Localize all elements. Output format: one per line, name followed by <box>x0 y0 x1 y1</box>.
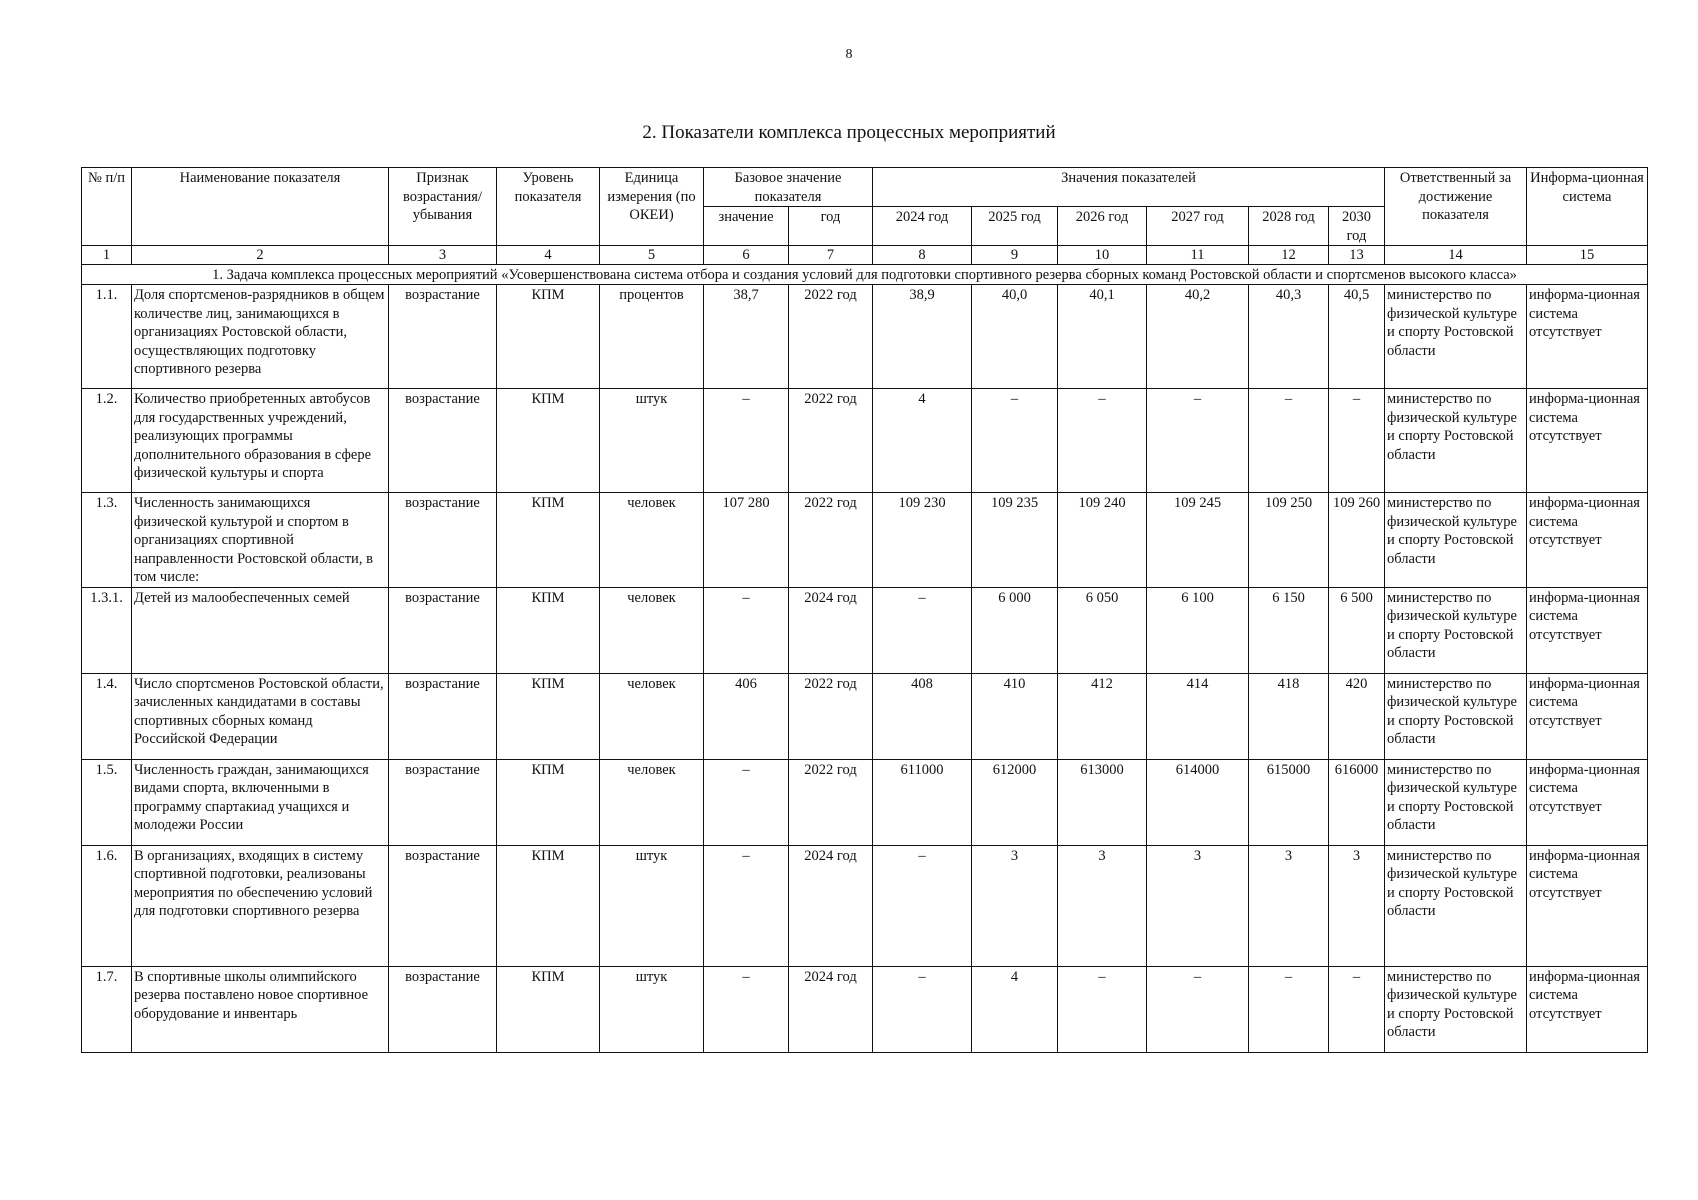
task-row <box>82 265 1648 285</box>
growth-sign: возрастание <box>389 966 497 1052</box>
info-system: информа-ционная система отсутствует <box>1527 389 1648 493</box>
base-value: 38,7 <box>704 285 789 389</box>
info-system: информа-ционная система отсутствует <box>1527 673 1648 759</box>
value-2026: 613000 <box>1058 759 1147 845</box>
column-number: 5 <box>600 246 704 265</box>
row-number: 1.3. <box>82 493 132 588</box>
header-year-2025: 2025 год <box>972 207 1058 246</box>
value-2025: 6 000 <box>972 587 1058 673</box>
value-2030: 420 <box>1329 673 1385 759</box>
column-number: 9 <box>972 246 1058 265</box>
header-year-2026: 2026 год <box>1058 207 1147 246</box>
header-values: Значения показателей <box>873 168 1385 207</box>
column-numbers-row <box>82 246 1648 265</box>
header-year-2024: 2024 год <box>873 207 972 246</box>
table-row <box>82 966 1648 1052</box>
column-number: 13 <box>1329 246 1385 265</box>
base-year: 2022 год <box>789 673 873 759</box>
header-unit: Единица измерения (по ОКЕИ) <box>600 168 704 246</box>
table-row <box>82 673 1648 759</box>
value-2028: – <box>1249 389 1329 493</box>
value-2027: 3 <box>1147 845 1249 966</box>
value-2027: 109 245 <box>1147 493 1249 588</box>
value-2024: 611000 <box>873 759 972 845</box>
table-row <box>82 285 1648 389</box>
growth-sign: возрастание <box>389 587 497 673</box>
info-system: информа-ционная система отсутствует <box>1527 285 1648 389</box>
table-row <box>82 493 1648 588</box>
row-number: 1.4. <box>82 673 132 759</box>
value-2030: – <box>1329 966 1385 1052</box>
growth-sign: возрастание <box>389 285 497 389</box>
unit-of-measure: штук <box>600 389 704 493</box>
table-row <box>82 587 1648 673</box>
value-2030: – <box>1329 389 1385 493</box>
responsible-body: министерство по физической культуре и спорту Ростовской области <box>1385 673 1527 759</box>
value-2025: – <box>972 389 1058 493</box>
value-2024: 4 <box>873 389 972 493</box>
header-year-2028: 2028 год <box>1249 207 1329 246</box>
value-2024: 109 230 <box>873 493 972 588</box>
indicators-table <box>81 167 1648 1053</box>
value-2024: 38,9 <box>873 285 972 389</box>
row-number: 1.6. <box>82 845 132 966</box>
column-number: 3 <box>389 246 497 265</box>
page-number: 8 <box>845 47 853 62</box>
value-2026: – <box>1058 389 1147 493</box>
indicator-level: КПМ <box>497 966 600 1052</box>
base-value: – <box>704 587 789 673</box>
value-2028: 40,3 <box>1249 285 1329 389</box>
value-2025: 40,0 <box>972 285 1058 389</box>
growth-sign: возрастание <box>389 845 497 966</box>
unit-of-measure: человек <box>600 759 704 845</box>
value-2026: 412 <box>1058 673 1147 759</box>
value-2028: 6 150 <box>1249 587 1329 673</box>
value-2026: 3 <box>1058 845 1147 966</box>
table-row <box>82 845 1648 966</box>
value-2024: – <box>873 845 972 966</box>
info-system: информа-ционная система отсутствует <box>1527 966 1648 1052</box>
value-2028: 3 <box>1249 845 1329 966</box>
growth-sign: возрастание <box>389 493 497 588</box>
row-number: 1.7. <box>82 966 132 1052</box>
base-year: 2022 год <box>789 493 873 588</box>
base-value: 406 <box>704 673 789 759</box>
value-2024: – <box>873 587 972 673</box>
info-system: информа-ционная система отсутствует <box>1527 845 1648 966</box>
growth-sign: возрастание <box>389 759 497 845</box>
base-value: – <box>704 845 789 966</box>
header-row <box>82 168 1648 207</box>
header-num: № п/п <box>82 168 132 246</box>
base-year: 2024 год <box>789 587 873 673</box>
unit-of-measure: человек <box>600 587 704 673</box>
info-system: информа-ционная система отсутствует <box>1527 493 1648 588</box>
responsible-body: министерство по физической культуре и спорту Ростовской области <box>1385 966 1527 1052</box>
base-value: 107 280 <box>704 493 789 588</box>
value-2026: 40,1 <box>1058 285 1147 389</box>
header-name: Наименование показателя <box>132 168 389 246</box>
value-2030: 109 260 <box>1329 493 1385 588</box>
value-2025: 612000 <box>972 759 1058 845</box>
value-2028: 418 <box>1249 673 1329 759</box>
base-value: – <box>704 759 789 845</box>
indicator-level: КПМ <box>497 845 600 966</box>
value-2024: – <box>873 966 972 1052</box>
row-number: 1.2. <box>82 389 132 493</box>
column-number: 12 <box>1249 246 1329 265</box>
base-value: – <box>704 389 789 493</box>
header-base-value: значение <box>704 207 789 246</box>
value-2027: 414 <box>1147 673 1249 759</box>
row-number: 1.1. <box>82 285 132 389</box>
header-responsible: Ответственный за достижение показателя <box>1385 168 1527 246</box>
unit-of-measure: процентов <box>600 285 704 389</box>
unit-of-measure: штук <box>600 845 704 966</box>
value-2030: 3 <box>1329 845 1385 966</box>
info-system: информа-ционная система отсутствует <box>1527 759 1648 845</box>
value-2028: 109 250 <box>1249 493 1329 588</box>
header-base-year: год <box>789 207 873 246</box>
indicator-level: КПМ <box>497 389 600 493</box>
value-2027: – <box>1147 389 1249 493</box>
indicator-level: КПМ <box>497 285 600 389</box>
column-number: 11 <box>1147 246 1249 265</box>
column-number: 4 <box>497 246 600 265</box>
base-year: 2022 год <box>789 389 873 493</box>
value-2028: – <box>1249 966 1329 1052</box>
column-number: 8 <box>873 246 972 265</box>
value-2030: 6 500 <box>1329 587 1385 673</box>
value-2027: 614000 <box>1147 759 1249 845</box>
indicator-name: Детей из малообеспеченных семей <box>132 587 389 673</box>
header-info: Информа-ционная система <box>1527 168 1648 246</box>
value-2025: 109 235 <box>972 493 1058 588</box>
header-year-2030: 2030 год <box>1329 207 1385 246</box>
column-number: 10 <box>1058 246 1147 265</box>
indicator-name: В спортивные школы олимпийского резерва поставлено новое спортивное оборудование и инвентарь <box>132 966 389 1052</box>
responsible-body: министерство по физической культуре и спорту Ростовской области <box>1385 389 1527 493</box>
value-2030: 40,5 <box>1329 285 1385 389</box>
value-2026: – <box>1058 966 1147 1052</box>
responsible-body: министерство по физической культуре и спорту Ростовской области <box>1385 493 1527 588</box>
base-year: 2022 год <box>789 285 873 389</box>
indicator-level: КПМ <box>497 673 600 759</box>
base-year: 2024 год <box>789 845 873 966</box>
info-system: информа-ционная система отсутствует <box>1527 587 1648 673</box>
indicator-name: Доля спортсменов-разрядников в общем количестве лиц, занимающихся в организациях Ростовской области, осуществляющих подготовку спортивного резерва <box>132 285 389 389</box>
value-2024: 408 <box>873 673 972 759</box>
growth-sign: возрастание <box>389 673 497 759</box>
value-2025: 3 <box>972 845 1058 966</box>
responsible-body: министерство по физической культуре и спорту Ростовской области <box>1385 759 1527 845</box>
unit-of-measure: человек <box>600 673 704 759</box>
table-row <box>82 759 1648 845</box>
responsible-body: министерство по физической культуре и спорту Ростовской области <box>1385 845 1527 966</box>
value-2027: 40,2 <box>1147 285 1249 389</box>
value-2028: 615000 <box>1249 759 1329 845</box>
value-2030: 616000 <box>1329 759 1385 845</box>
column-number: 1 <box>82 246 132 265</box>
value-2027: – <box>1147 966 1249 1052</box>
header-year-2027: 2027 год <box>1147 207 1249 246</box>
page-title: 2. Показатели комплекса процессных мероприятий <box>642 122 1056 143</box>
indicator-name: Количество приобретенных автобусов для государственных учреждений, реализующих программы дополнительного образования в сфере физической культуры и спорта <box>132 389 389 493</box>
table-row <box>82 389 1648 493</box>
value-2026: 109 240 <box>1058 493 1147 588</box>
value-2025: 410 <box>972 673 1058 759</box>
column-number: 14 <box>1385 246 1527 265</box>
indicator-name: Численность занимающихся физической культурой и спортом в организациях спортивной направленности Ростовской области, в том числе: <box>132 493 389 588</box>
base-value: – <box>704 966 789 1052</box>
indicator-level: КПМ <box>497 493 600 588</box>
base-year: 2024 год <box>789 966 873 1052</box>
column-number: 7 <box>789 246 873 265</box>
header-sign: Признак возрастания/ убывания <box>389 168 497 246</box>
indicator-level: КПМ <box>497 587 600 673</box>
indicator-level: КПМ <box>497 759 600 845</box>
row-number: 1.5. <box>82 759 132 845</box>
column-number: 6 <box>704 246 789 265</box>
unit-of-measure: человек <box>600 493 704 588</box>
value-2027: 6 100 <box>1147 587 1249 673</box>
growth-sign: возрастание <box>389 389 497 493</box>
indicator-name: Число спортсменов Ростовской области, зачисленных кандидатами в составы спортивных сборных команд Российской Федерации <box>132 673 389 759</box>
responsible-body: министерство по физической культуре и спорту Ростовской области <box>1385 285 1527 389</box>
value-2026: 6 050 <box>1058 587 1147 673</box>
value-2025: 4 <box>972 966 1058 1052</box>
indicator-name: Численность граждан, занимающихся видами спорта, включенными в программу спартакиад учащихся и молодежи России <box>132 759 389 845</box>
header-base: Базовое значение показателя <box>704 168 873 207</box>
task-title: 1. Задача комплекса процессных мероприятий «Усовершенствована система отбора и создания условий для подготовки спортивного резерва сборных команд Ростовской области и спортсменов высокого класса» <box>82 265 1648 285</box>
unit-of-measure: штук <box>600 966 704 1052</box>
header-level: Уровень показателя <box>497 168 600 246</box>
base-year: 2022 год <box>789 759 873 845</box>
indicator-name: В организациях, входящих в систему спортивной подготовки, реализованы мероприятия по обеспечению условий для подготовки спортивного резерва <box>132 845 389 966</box>
row-number: 1.3.1. <box>82 587 132 673</box>
column-number: 15 <box>1527 246 1648 265</box>
column-number: 2 <box>132 246 389 265</box>
responsible-body: министерство по физической культуре и спорту Ростовской области <box>1385 587 1527 673</box>
